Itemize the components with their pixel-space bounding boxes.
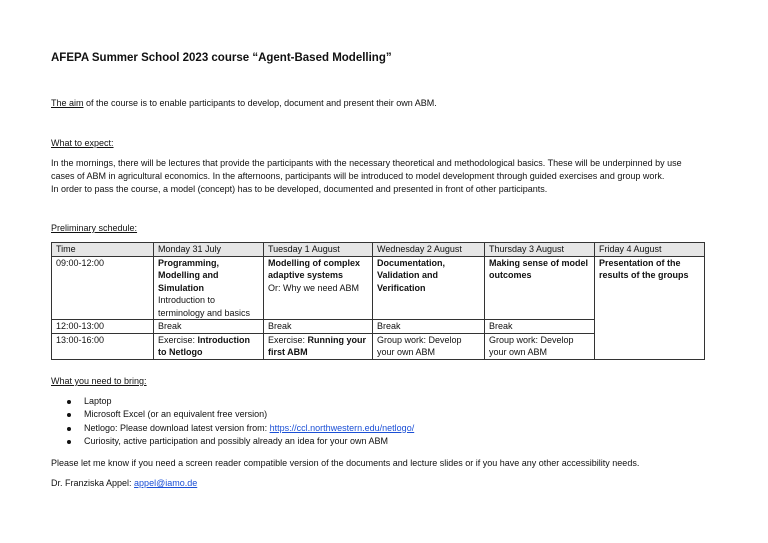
list-item-text: Microsoft Excel (or an equivalent free version) (84, 409, 268, 420)
expect-line: cases of ABM in agricultural economics. In the afternoons, participants will be introduced to model development through guided exercises and group work. (51, 171, 665, 181)
expect-heading (51, 137, 721, 150)
cell-time: 13:00-16:00 (52, 333, 154, 359)
header-time: Time (52, 243, 154, 257)
schedule-header-row (52, 243, 705, 257)
contact-line (51, 477, 721, 490)
bring-heading (51, 375, 721, 388)
cell-time: 12:00-13:00 (52, 320, 154, 334)
session-title: Programming, Modelling and Simulation (158, 257, 220, 293)
session-title: Presentation of the results of the groups (599, 257, 689, 280)
cell-thursday-break: Break (485, 320, 595, 334)
list-item-text: Laptop (84, 396, 112, 406)
table-row (52, 256, 705, 320)
session-prefix: Exercise: (268, 334, 308, 345)
expect-line: In order to pass the course, a model (concept) has to be developed, documented and presented in front of other participants. (51, 184, 548, 194)
contact-name: Dr. Franziska Appel: (51, 478, 135, 488)
aim-paragraph (51, 97, 721, 110)
netlogo-download-link[interactable]: https://ccl.northwestern.edu/netlogo/ (269, 422, 415, 433)
schedule-heading-text: Preliminary schedule: (51, 223, 138, 233)
contact-email-link[interactable]: appel@iamo.de (134, 478, 198, 488)
cell-wednesday-afternoon: Group work: Develop your own ABM (373, 333, 485, 359)
cell-tuesday-afternoon (264, 333, 373, 359)
cell-thursday-morning (485, 256, 595, 320)
cell-wednesday-break: Break (373, 320, 485, 334)
header-monday: Monday 31 July (154, 243, 264, 257)
cell-tuesday-morning (264, 256, 373, 320)
cell-monday-morning (154, 256, 264, 320)
session-title: Modelling of complex adaptive systems (268, 257, 361, 280)
header-tuesday: Tuesday 1 August (264, 243, 373, 257)
list-item (51, 408, 414, 421)
session-subtitle: Or: Why we need ABM (268, 282, 360, 293)
session-title: Running your first ABM (268, 334, 367, 357)
session-subtitle: Introduction to terminology and basics (158, 295, 251, 318)
header-friday: Friday 4 August (595, 243, 705, 257)
aim-label: The aim (51, 98, 84, 108)
list-item (51, 422, 414, 435)
cell-friday (595, 256, 705, 359)
expect-line: In the mornings, there will be lectures that provide the participants with the necessary theoretical and methodological basics. These will be underpinned by use (51, 158, 682, 168)
list-item (51, 435, 414, 448)
cell-tuesday-break: Break (264, 320, 373, 334)
bring-heading-text: What you need to bring: (51, 376, 147, 386)
header-wednesday: Wednesday 2 August (373, 243, 485, 257)
list-item-text: Netlogo: Please download latest version from: (84, 422, 270, 433)
aim-text: of the course is to enable participants to develop, document and present their own ABM. (83, 98, 437, 108)
cell-monday-break: Break (154, 320, 264, 334)
bring-list (51, 395, 414, 448)
accessibility-note: Please let me know if you need a screen reader compatible version of the documents and lecture slides or if you have any other accessibility needs. (51, 458, 640, 468)
list-item-text: Curiosity, active participation and possibly already an idea for your own ABM (84, 435, 388, 446)
session-title: Introduction to Netlogo (158, 334, 251, 357)
cell-time: 09:00-12:00 (52, 256, 154, 320)
cell-thursday-afternoon: Group work: Develop your own ABM (485, 333, 595, 359)
header-thursday: Thursday 3 August (485, 243, 595, 257)
cell-monday-afternoon (154, 333, 264, 359)
session-prefix: Exercise: (158, 334, 198, 345)
cell-wednesday-morning (373, 256, 485, 320)
schedule-table (51, 242, 705, 360)
session-title: Documentation, Validation and Verification (377, 257, 446, 293)
expect-heading-text: What to expect: (51, 138, 114, 148)
schedule-heading (51, 222, 721, 235)
list-item (51, 395, 414, 408)
expect-paragraph (51, 157, 751, 196)
document-title: AFEPA Summer School 2023 course “Agent-Based Modelling” (51, 52, 392, 64)
session-title: Making sense of model outcomes (489, 257, 589, 280)
